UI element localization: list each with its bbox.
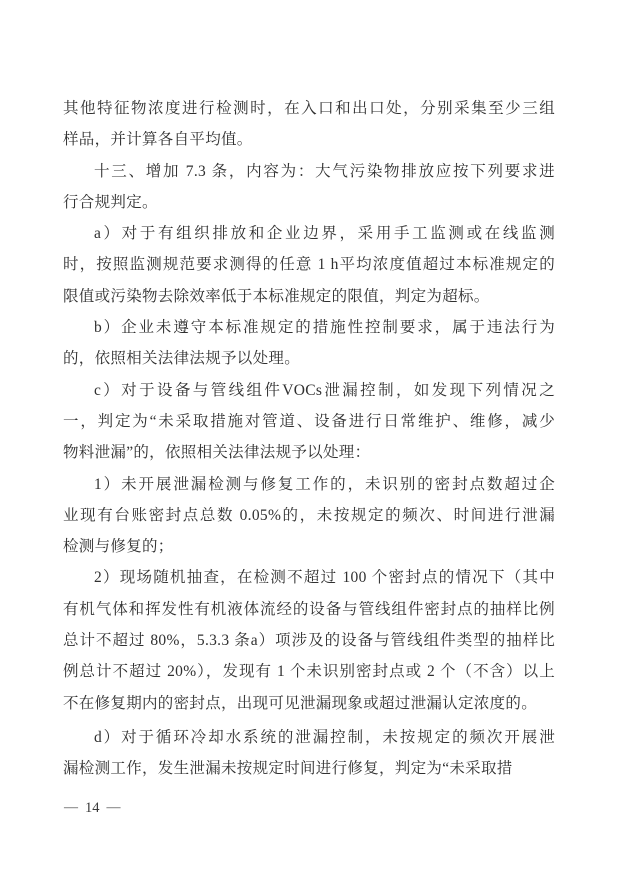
- text-line: 一，判定为“未采取措施对管道、设备进行日常维护、维修，减少: [63, 412, 555, 430]
- footer-dash-right: —: [106, 800, 121, 815]
- text-line: 有机气体和挥发性有机液体流经的设备与管线组件密封点的抽样比例: [63, 600, 555, 618]
- text-line: 的，依照相关法律法规予以处理。: [63, 350, 301, 368]
- text-line: 物料泄漏”的，依照相关法律法规予以处理：: [63, 444, 371, 462]
- text-line: 十三、增加 7.3 条，内容为：大气污染物排放应按下列要求进: [94, 162, 555, 180]
- text-line: 样品，并计算各自平均值。: [63, 131, 253, 149]
- page-footer: [64, 796, 121, 820]
- text-line: 行合规判定。: [63, 193, 158, 211]
- text-line: 不在修复期内的密封点，出现可见泄漏现象或超过泄漏认定浓度的。: [63, 694, 538, 712]
- text-line: 1）未开展泄漏检测与修复工作的，未识别的密封点数超过企: [94, 475, 555, 493]
- text-line: 其他特征物浓度进行检测时，在入口和出口处，分别采集至少三组: [63, 100, 555, 117]
- text-line: 时，按照监测规范要求测得的任意 1 h平均浓度值超过本标准规定的: [63, 256, 555, 274]
- text-line: 2）现场随机抽查，在检测不超过 100 个密封点的情况下（其中: [94, 569, 555, 587]
- text-line: 漏检测工作，发生泄漏未按规定时间进行修复，判定为“未采取措: [63, 760, 513, 778]
- text-line: 总计不超过 80%，5.3.3 条a）项涉及的设备与管线组件类型的抽样比: [63, 632, 555, 650]
- text-line: c）对于设备与管线组件VOCs泄漏控制，如发现下列情况之: [94, 381, 555, 399]
- text-line: 检测与修复的；: [63, 538, 174, 556]
- text-line: a）对于有组织排放和企业边界，采用手工监测或在线监测: [94, 225, 555, 243]
- footer-dash-left: —: [64, 800, 78, 815]
- page-number: 14: [85, 800, 100, 816]
- text-line: 例总计不超过 20%），发现有 1 个未识别密封点或 2 个（不含）以上: [63, 663, 555, 681]
- document-lines: [63, 93, 555, 785]
- text-line: b）企业未遵守本标准规定的措施性控制要求，属于违法行为: [94, 319, 555, 337]
- text-line: d）对于循环冷却水系统的泄漏控制，未按规定的频次开展泄: [94, 728, 555, 746]
- text-line: 限值或污染物去除效率低于本标准规定的限值，判定为超标。: [63, 287, 490, 305]
- text-line: 业现有台账密封点总数 0.05%的，未按规定的频次、时间进行泄漏: [63, 506, 555, 524]
